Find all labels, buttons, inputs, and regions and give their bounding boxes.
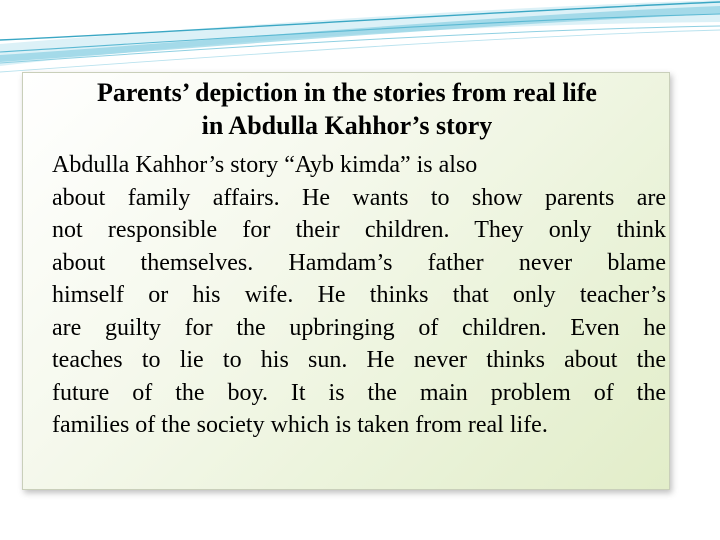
body-line-7: teaches to lie to his sun. He never thinks about the: [52, 347, 666, 373]
body-line-2: about family affairs. He wants to show parents are: [52, 184, 666, 211]
body-line-3: not responsible for their children. They only think: [52, 217, 666, 243]
body-line-4: about themselves. Hamdam’s father never blame: [52, 249, 666, 276]
body-paragraph: [52, 149, 666, 442]
body-line-9: families of the society which is taken from real life.: [52, 412, 548, 438]
body-line-1: Abdulla Kahhor’s story “Ayb kimda” is also: [52, 152, 478, 178]
body-line-5: himself or his wife. He thinks that only teacher’s: [52, 282, 666, 308]
slide-title: [0, 76, 694, 142]
body-line-8: future of the boy. It is the main problem of the: [52, 379, 666, 406]
slide-title-line-2: in Abdulla Kahhor’s story: [201, 111, 493, 140]
slide-title-line-1: Parents’ depiction in the stories from real life: [97, 78, 597, 107]
body-line-6: are guilty for the upbringing of children. Even he: [52, 314, 666, 341]
decorative-swoosh: [0, 0, 720, 80]
